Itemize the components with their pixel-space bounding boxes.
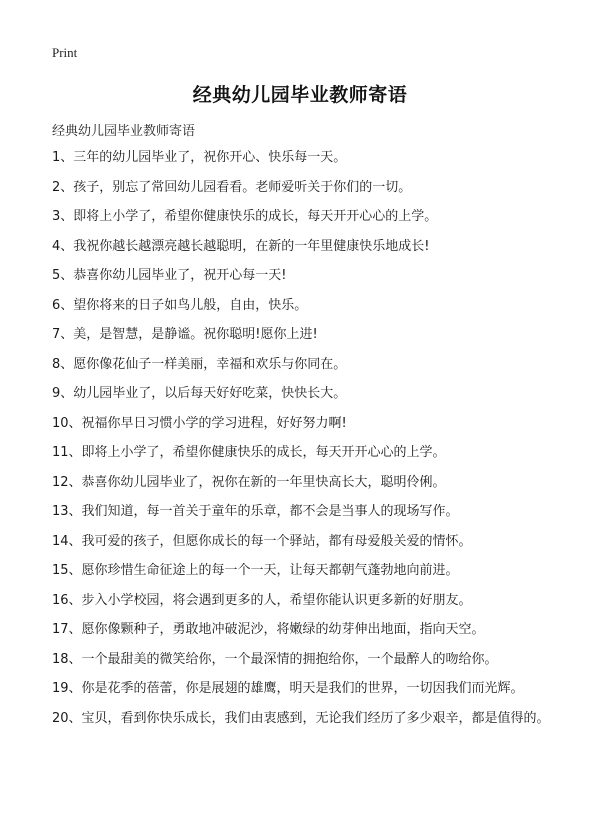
list-item: 5、恭喜你幼儿园毕业了，祝开心每一天! [52, 268, 287, 283]
list-item: 12、恭喜你幼儿园毕业了，祝你在新的一年里快高长大，聪明伶俐。 [52, 474, 446, 490]
document-subtitle: 经典幼儿园毕业教师寄语 [52, 124, 196, 139]
list-item: 17、愿你像颗种子，勇敢地冲破泥沙，将嫩绿的幼芽伸出地面，指向天空。 [52, 622, 485, 637]
list-item: 18、一个最甜美的微笑给你，一个最深情的拥抱给你，一个最醉人的吻给你。 [52, 651, 498, 667]
list-item: 4、我祝你越长越漂亮越长越聪明，在新的一年里健康快乐地成长! [52, 238, 430, 254]
list-item: 6、望你将来的日子如鸟儿般，自由，快乐。 [52, 297, 308, 313]
blessing-list [52, 150, 572, 727]
list-item: 16、步入小学校园，将会遇到更多的人，希望你能认识更多新的好朋友。 [52, 592, 472, 608]
print-link[interactable]: Print [52, 45, 78, 60]
list-item: 1、三年的幼儿园毕业了，祝你开心、快乐每一天。 [52, 150, 347, 165]
list-item: 8、愿你像花仙子一样美丽，幸福和欢乐与你同在。 [52, 356, 347, 372]
list-item: 9、幼儿园毕业了，以后每天好好吃菜，快快长大。 [52, 386, 347, 401]
list-item: 7、美，是智慧，是静谧。祝你聪明!愿你上进! [52, 327, 318, 342]
list-item: 20、宝贝，看到你快乐成长，我们由衷感到，无论我们经历了多少艰辛，都是值得的。 [52, 710, 550, 726]
document-title: 经典幼儿园毕业教师寄语 [192, 84, 408, 106]
list-item: 10、祝福你早日习惯小学的学习进程，好好努力啊! [52, 415, 347, 431]
list-item: 15、愿你珍惜生命征途上的每一个一天，让每天都朝气蓬勃地向前进。 [52, 563, 459, 578]
list-item: 13、我们知道，每一首关于童年的乐章，都不会是当事人的现场写作。 [52, 504, 459, 519]
list-item: 3、即将上小学了，希望你健康快乐的成长，每天开开心心的上学。 [52, 209, 438, 224]
list-item: 2、孩子，别忘了常回幼儿园看看。老师爱听关于你们的一切。 [52, 179, 412, 195]
list-item: 19、你是花季的蓓蕾，你是展翅的雄鹰，明天是我们的世界，一切因我们而光辉。 [52, 681, 524, 696]
list-item: 11、即将上小学了，希望你健康快乐的成长，每天开开心心的上学。 [52, 445, 446, 460]
list-item: 14、我可爱的孩子，但愿你成长的每一个驿站，都有母爱般关爱的情怀。 [52, 533, 472, 549]
